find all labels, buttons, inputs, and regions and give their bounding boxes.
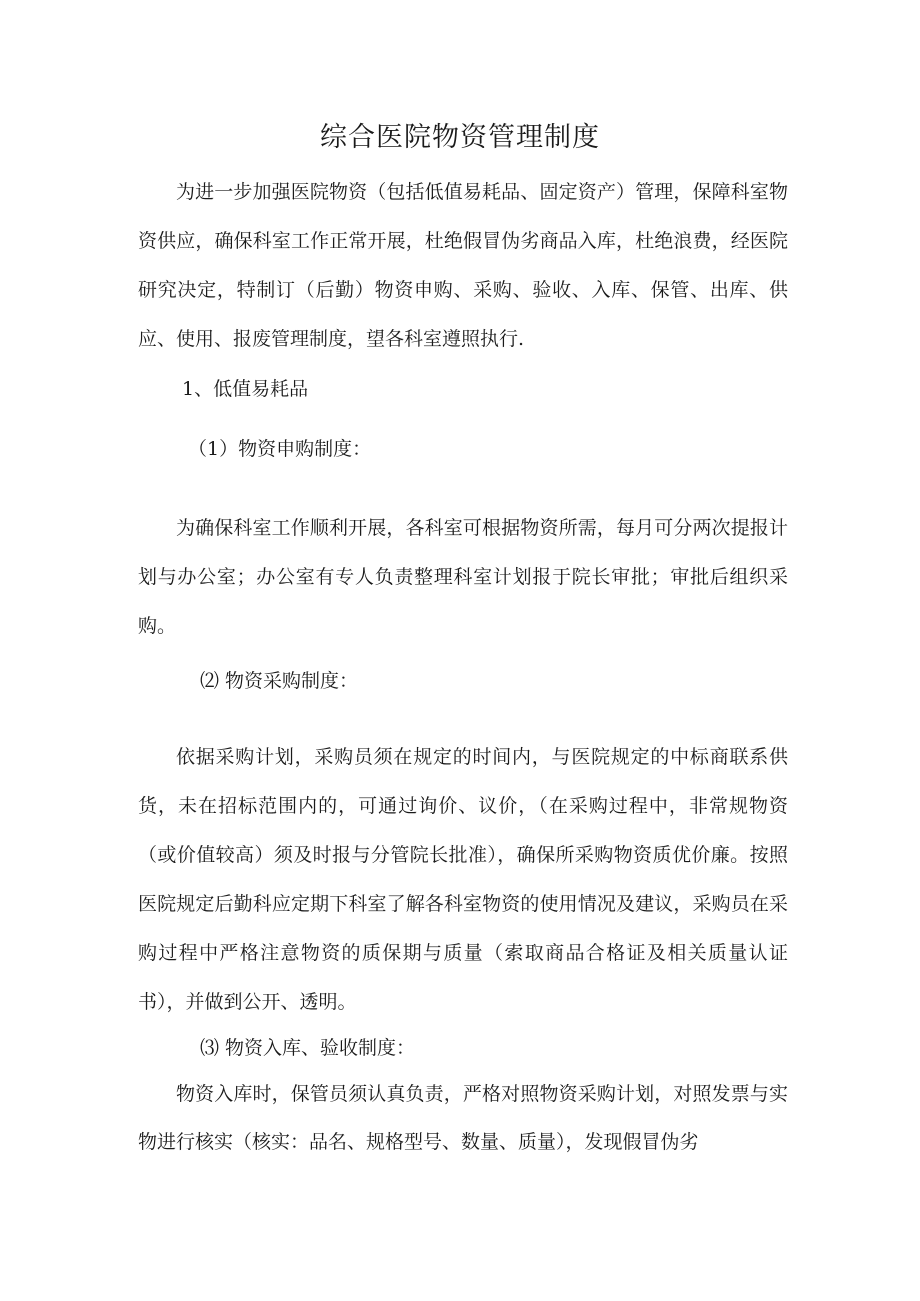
subsection-heading-purchase-request: （1）物资申购制度： bbox=[188, 438, 372, 460]
subsection-heading-procurement: ⑵ 物资采购制度： bbox=[200, 670, 359, 692]
document-title: 综合医院物资管理制度 bbox=[320, 122, 600, 153]
intro-paragraph: 为进一步加强医院物资（包括低值易耗品、固定资产）管理，保障科室物资供应，确保科室工作正常开展，杜绝假冒伪劣商品入库，杜绝浪费，经医院研究决定，特制订（后勤）物资申购、采购、验收、入库、保管、出库、供应、使用、报废管理制度，望各科室遵照执行. bbox=[138, 181, 788, 350]
procurement-paragraph: 依据采购计划，采购员须在规定的时间内，与医院规定的中标商联系供货，未在招标范围内的，可通过询价、议价，（在采购过程中，非常规物资（或价值较高）须及时报与分管院长批准），确保所采购物资质优价廉。按照医院规定后勤科应定期下科室了解各科室物资的使用情况及建议，采购员在采购过程中严格注意物资的质保期与质量（索取商品合格证及相关质量认证书），并做到公开、透明。 bbox=[138, 746, 788, 1013]
section-heading-low-value-consumables: 1、低值易耗品 bbox=[182, 378, 309, 400]
subsection-heading-warehousing-acceptance: ⑶ 物资入库、验收制度： bbox=[200, 1037, 416, 1059]
warehousing-acceptance-paragraph: 物资入库时，保管员须认真负责，严格对照物资采购计划，对照发票与实物进行核实（核实：品名、规格型号、数量、质量），发现假冒伪劣 bbox=[138, 1083, 788, 1153]
purchase-request-paragraph: 为确保科室工作顺利开展，各科室可根据物资所需，每月可分两次提报计划与办公室；办公室有专人负责整理科室计划报于院长审批；审批后组织采购。 bbox=[138, 517, 788, 637]
